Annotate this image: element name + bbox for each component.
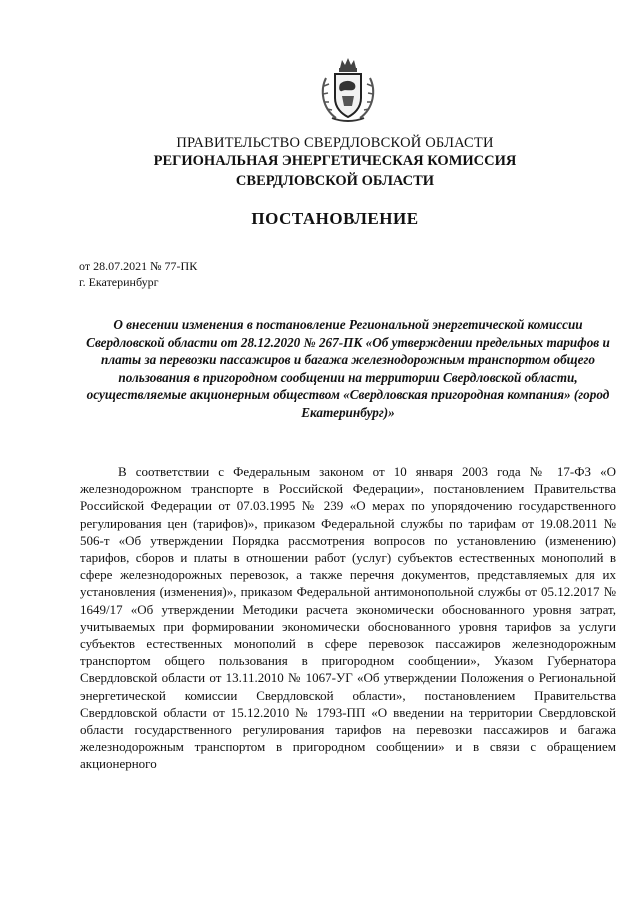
commission-name: РЕГИОНАЛЬНАЯ ЭНЕРГЕТИЧЕСКАЯ КОМИССИЯ — [153, 153, 517, 169]
document-meta — [79, 258, 197, 290]
coat-of-arms-icon — [318, 56, 378, 124]
date-and-number: от 28.07.2021 № 77-ПК — [79, 259, 198, 273]
government-name: ПРАВИТЕЛЬСТВО СВЕРДЛОВСКОЙ ОБЛАСТИ — [176, 135, 494, 151]
document-type-title: ПОСТАНОВЛЕНИЕ — [251, 209, 419, 228]
region-name: СВЕРДЛОВСКОЙ ОБЛАСТИ — [235, 173, 435, 189]
issuer-header — [0, 134, 640, 192]
city: г. Екатеринбург — [79, 275, 159, 289]
body-paragraph: В соответствии с Федеральным законом от 10 января 2003 года № 17-ФЗ «О железнодорожном транспорте в Российской Федерации», постановлением Правительства Российской Федерации от 07.03.1995 № 239 «О мерах по упорядочению государственного регулирования цен (тарифов)», приказом Федеральной службы по тарифам от 19.08.2011 № 506-т «Об утверждении Порядка рассмотрения вопросов по установлению (изменению) тарифов, сборов и платы в отношении работ (услуг) субъектов естественных монополий в сфере железнодорожных перевозок, а также перечня документов, представляемых для их установления (изменения)», приказом Федеральной антимонопольной службы от 05.12.2017 № 1649/17 «Об утверждении Методики расчета экономически обоснованного уровня затрат, учитываемых при формировании экономически обоснованного уровня тарифов за услуги субъектов естественных монополий в сфере перевозок пассажиров железнодорожным транспортом общего пользования в пригородном сообщении», Указом Губернатора Свердловской области от 13.11.2010 № 1067-УГ «Об утверждении Положения о Региональной энергетической комиссии Свердловской области», постановлением Правительства Свердловской области от 15.12.2010 № 1793-ПП «О введении на территории Свердловской области государственного регулирования тарифов на перевозки пассажиров и багажа железнодорожным транспортом в пригородном сообщении» и в связи с обращением акционерного — [80, 464, 616, 772]
document-subject: О внесении изменения в постановление Региональной энергетической комиссии Свердловской области от 28.12.2020 № 267-ПК «Об утверждении предельных тарифов и платы за перевозки пассажиров и багажа железнодорожным транспортом общего пользования в пригородном сообщении на территории Свердловской области, осуществляемые акционерным обществом «Свердловская пригородная компания» (город Екатеринбург)» — [86, 317, 610, 420]
